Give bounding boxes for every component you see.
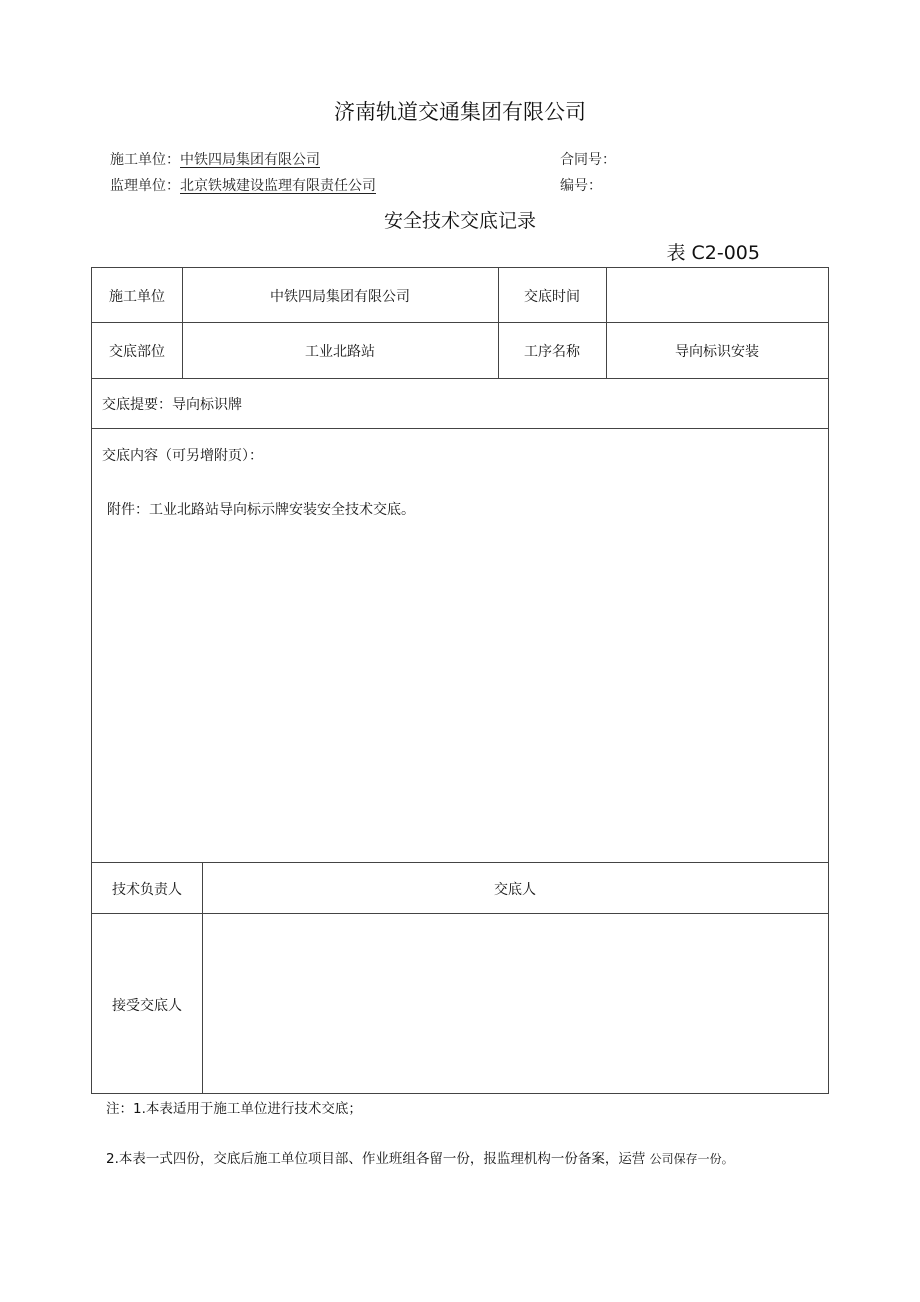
signature-table (91, 862, 829, 1094)
disclosure-content-body: 附件：工业北路站导向标示牌安装安全技术交底。 (107, 502, 415, 518)
supervision-unit-line (110, 175, 376, 195)
table-row-receiver (92, 913, 828, 1095)
disclosure-location-cell: 工业北路站 (305, 344, 375, 360)
disclosure-summary: 交底提要：导向标识牌 (102, 397, 242, 413)
construction-unit-label: 施工单位： (110, 152, 180, 168)
note-2 (106, 1147, 734, 1167)
document-title: 安全技术交底记录 (383, 210, 536, 232)
company-name: 济南轨道交通集团有限公司 (334, 100, 586, 124)
table-row-construction (92, 267, 828, 323)
note-2-main: 2.本表一式四份，交底后施工单位项目部、作业班组各留一份，报监理机构一份备案，运营 (106, 1151, 650, 1167)
table-row-content (92, 428, 828, 863)
table-row-location (92, 322, 828, 379)
supervision-unit-value: 北京铁城建设监理有限责任公司 (180, 178, 376, 194)
presenter-header: 交底人 (494, 881, 536, 898)
note-2-tail: 公司保存一份。 (649, 1152, 734, 1166)
tech-lead-header: 技术负责人 (112, 881, 182, 898)
receiver-signature-area (202, 914, 828, 1095)
disclosure-location-header: 交底部位 (109, 344, 165, 360)
disclosure-time-cell (606, 268, 828, 323)
receiver-header: 接受交底人 (112, 997, 182, 1014)
supervision-unit-label: 监理单位： (110, 178, 180, 194)
contract-no-label: 合同号： (560, 152, 616, 168)
construction-unit-value: 中铁四局集团有限公司 (180, 152, 320, 168)
disclosure-time-header: 交底时间 (524, 288, 580, 305)
process-name-cell: 导向标识安装 (675, 344, 759, 360)
disclosure-table (91, 267, 829, 862)
process-name-header: 工序名称 (524, 344, 580, 360)
construction-unit-cell: 中铁四局集团有限公司 (270, 288, 410, 305)
construction-unit-line (110, 149, 320, 169)
form-number: 表 C2-005 (666, 242, 760, 264)
table-row-signers (92, 862, 828, 914)
note-1: 注：1.本表适用于施工单位进行技术交底； (106, 1101, 362, 1117)
disclosure-content-label: 交底内容（可另增附页）： (102, 448, 263, 464)
table-row-summary (92, 378, 828, 429)
construction-unit-header: 施工单位 (109, 288, 165, 305)
serial-no-label: 编号： (560, 178, 602, 194)
